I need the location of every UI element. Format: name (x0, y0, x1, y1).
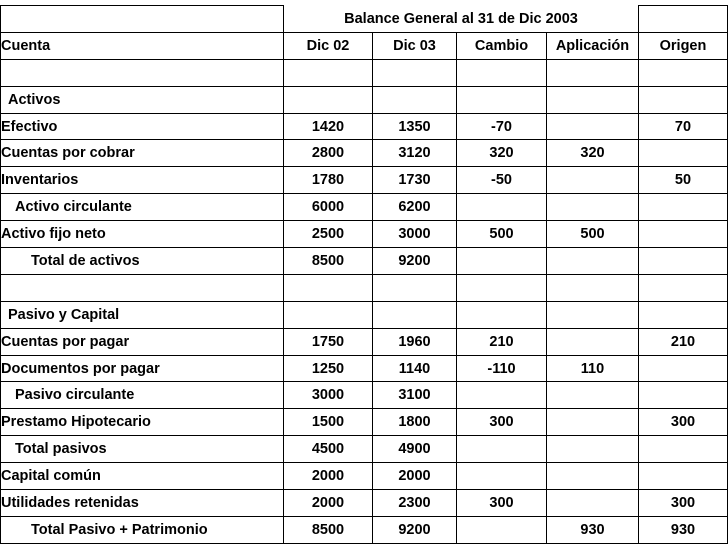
cell-cuenta: Activo fijo neto (1, 221, 284, 248)
cell-dic03: 1350 (373, 113, 457, 140)
cell-cambio (457, 301, 547, 328)
table-row (1, 436, 728, 463)
cell-cambio (457, 59, 547, 86)
cell-cambio (457, 382, 547, 409)
cell-dic02: 2800 (284, 140, 373, 167)
cell-aplicacion (547, 328, 639, 355)
cell-cambio: -50 (457, 167, 547, 194)
cell-dic03: 2000 (373, 463, 457, 490)
table-row (1, 516, 728, 543)
table-row (1, 409, 728, 436)
table-row (1, 301, 728, 328)
cell-dic02: 8500 (284, 516, 373, 543)
cell-cuenta (1, 59, 284, 86)
header-dic02: Dic 02 (284, 32, 373, 59)
cell-cuenta: Pasivo circulante (1, 382, 284, 409)
cell-cambio: 300 (457, 409, 547, 436)
cell-dic02 (284, 86, 373, 113)
cell-origen (639, 221, 728, 248)
cell-dic02: 2000 (284, 490, 373, 517)
cell-dic02: 1500 (284, 409, 373, 436)
cell-dic02: 2500 (284, 221, 373, 248)
cell-dic02: 1250 (284, 355, 373, 382)
cell-cambio (457, 194, 547, 221)
cell-cambio (457, 248, 547, 275)
table-row (1, 113, 728, 140)
cell-dic03: 1800 (373, 409, 457, 436)
table-row (1, 140, 728, 167)
cell-cambio: 210 (457, 328, 547, 355)
cell-dic03 (373, 274, 457, 301)
cell-cuenta: Capital común (1, 463, 284, 490)
cell-cuenta: Documentos por pagar (1, 355, 284, 382)
cell-dic02 (284, 59, 373, 86)
cell-origen (639, 59, 728, 86)
cell-origen (639, 248, 728, 275)
cell-aplicacion: 930 (547, 516, 639, 543)
header-dic03: Dic 03 (373, 32, 457, 59)
cell-cambio: 300 (457, 490, 547, 517)
cell-dic02: 4500 (284, 436, 373, 463)
cell-aplicacion (547, 436, 639, 463)
cell-dic03: 6200 (373, 194, 457, 221)
cell-dic02: 2000 (284, 463, 373, 490)
cell-dic03: 1960 (373, 328, 457, 355)
cell-origen: 930 (639, 516, 728, 543)
cell-dic03: 3100 (373, 382, 457, 409)
cell-cuenta: Inventarios (1, 167, 284, 194)
cell-aplicacion (547, 463, 639, 490)
cell-dic03: 2300 (373, 490, 457, 517)
cell-aplicacion (547, 86, 639, 113)
cell-cuenta: Pasivo y Capital (1, 301, 284, 328)
header-origen: Origen (639, 32, 728, 59)
cell-aplicacion (547, 248, 639, 275)
cell-cuenta: Activos (1, 86, 284, 113)
cell-aplicacion (547, 167, 639, 194)
table-row (1, 221, 728, 248)
header-cuenta: Cuenta (1, 32, 284, 59)
cell-dic03: 3000 (373, 221, 457, 248)
cell-origen: 300 (639, 409, 728, 436)
cell-origen (639, 382, 728, 409)
cell-origen (639, 301, 728, 328)
cell-origen: 50 (639, 167, 728, 194)
table-row (1, 382, 728, 409)
header-cambio: Cambio (457, 32, 547, 59)
cell-dic02: 3000 (284, 382, 373, 409)
cell-cuenta: Efectivo (1, 113, 284, 140)
title-row (1, 6, 728, 33)
cell-origen: 300 (639, 490, 728, 517)
cell-cambio (457, 86, 547, 113)
cell-aplicacion (547, 409, 639, 436)
cell-dic03 (373, 86, 457, 113)
table-row (1, 167, 728, 194)
cell-dic03 (373, 301, 457, 328)
cell-cambio: -110 (457, 355, 547, 382)
cell-dic02: 1750 (284, 328, 373, 355)
cell-dic03: 1730 (373, 167, 457, 194)
cell-aplicacion (547, 301, 639, 328)
cell-cuenta: Total Pasivo + Patrimonio (1, 516, 284, 543)
cell-cuenta: Total de activos (1, 248, 284, 275)
table-row (1, 463, 728, 490)
cell-aplicacion (547, 194, 639, 221)
cell-cuenta: Total pasivos (1, 436, 284, 463)
cell-dic02 (284, 301, 373, 328)
cell-dic03 (373, 59, 457, 86)
cell-dic03: 9200 (373, 516, 457, 543)
table-row (1, 248, 728, 275)
cell-aplicacion: 320 (547, 140, 639, 167)
cell-cambio: 500 (457, 221, 547, 248)
cell-origen: 210 (639, 328, 728, 355)
table-row (1, 274, 728, 301)
table-row (1, 86, 728, 113)
cell-origen (639, 86, 728, 113)
cell-cuenta: Activo circulante (1, 194, 284, 221)
cell-aplicacion (547, 59, 639, 86)
cell-dic02: 1780 (284, 167, 373, 194)
cell-aplicacion (547, 490, 639, 517)
cell-cambio: -70 (457, 113, 547, 140)
header-row (1, 32, 728, 59)
cell-origen (639, 463, 728, 490)
header-aplicacion: Aplicación (547, 32, 639, 59)
table-row (1, 328, 728, 355)
cell-cambio: 320 (457, 140, 547, 167)
cell-cambio (457, 463, 547, 490)
cell-cambio (457, 436, 547, 463)
cell-cuenta: Prestamo Hipotecario (1, 409, 284, 436)
balance-table (0, 5, 728, 544)
cell-dic03: 3120 (373, 140, 457, 167)
cell-cuenta: Utilidades retenidas (1, 490, 284, 517)
cell-cambio (457, 516, 547, 543)
cell-aplicacion (547, 274, 639, 301)
cell-aplicacion (547, 382, 639, 409)
table-row (1, 355, 728, 382)
cell-origen (639, 436, 728, 463)
cell-dic02: 1420 (284, 113, 373, 140)
cell-cuenta (1, 274, 284, 301)
table-title: Balance General al 31 de Dic 2003 (284, 6, 639, 33)
cell-dic03: 1140 (373, 355, 457, 382)
cell-origen (639, 194, 728, 221)
cell-dic03: 9200 (373, 248, 457, 275)
cell-origen (639, 274, 728, 301)
cell-origen (639, 355, 728, 382)
cell-cuenta: Cuentas por pagar (1, 328, 284, 355)
cell-aplicacion: 110 (547, 355, 639, 382)
table-row (1, 194, 728, 221)
table-row (1, 59, 728, 86)
cell-dic03: 4900 (373, 436, 457, 463)
cell-origen (639, 140, 728, 167)
cell-aplicacion: 500 (547, 221, 639, 248)
cell-cuenta: Cuentas por cobrar (1, 140, 284, 167)
cell-origen: 70 (639, 113, 728, 140)
cell-aplicacion (547, 113, 639, 140)
cell-dic02: 6000 (284, 194, 373, 221)
table-row (1, 490, 728, 517)
cell-dic02 (284, 274, 373, 301)
cell-dic02: 8500 (284, 248, 373, 275)
cell-cambio (457, 274, 547, 301)
